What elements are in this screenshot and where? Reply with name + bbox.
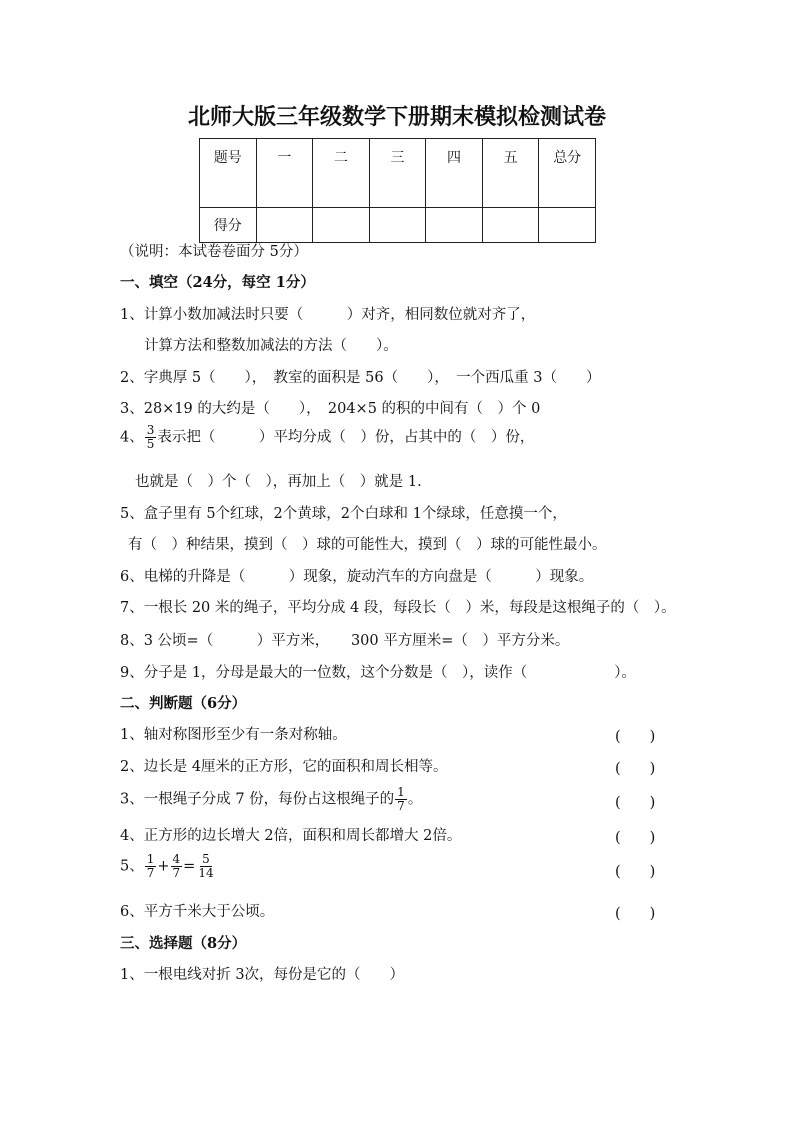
score-cell: 三 [369,139,426,208]
question-end: 。 [407,791,423,808]
judgment-item: 2、边长是 4厘米的正方形，它的面积和周长相等。 [120,759,448,775]
score-entry-cell[interactable] [482,208,539,243]
fraction-denominator: 5 [146,437,155,451]
fraction-denominator: 14 [198,866,214,880]
question-text: 5、盒子里有 5个红球，2个黄球，2个白球和 1个绿球，任意摸一个， [120,506,567,522]
score-entry-cell[interactable] [369,208,426,243]
answer-parentheses[interactable]: ( ) [615,761,656,777]
answer-parentheses[interactable]: ( ) [615,864,656,880]
score-cell: 五 [482,139,539,208]
fraction-denominator: 7 [397,799,405,813]
page-title: 北师大版三年级数学下册期末模拟检测试卷 [187,104,606,130]
question-text: 计算方法和整数加减法的方法（ ）。 [144,338,398,354]
score-cell: 二 [313,139,370,208]
question-text: 1、计算小数加减法时只要（ ）对齐，相同数位就对齐了， [120,307,536,323]
section-heading: 三、选择题（8分） [120,935,247,952]
fraction [395,786,407,813]
judgment-item: 4、正方形的边长增大 2倍，面积和周长都增大 2倍。 [120,828,462,844]
question-text: 7、一根长 20 米的绳子，平均分成 4 段，每段长（ ）米，每段是这根绳子的（ ）。 [120,600,676,616]
answer-parentheses[interactable]: ( ) [615,795,656,811]
question-number: 5、 [120,858,144,875]
question-text: 2、字典厚 5（ ）， 教室的面积是 56（ ）， 一个西瓜重 3（ ） [120,370,601,386]
score-entry-cell[interactable] [256,208,313,243]
score-table-score-row [200,208,596,243]
score-entry-cell[interactable] [426,208,483,243]
answer-parentheses[interactable]: ( ) [615,906,656,922]
fraction-numerator: 1 [146,852,155,866]
fraction [196,853,215,880]
question-body: 3、一根绳子分成 7 份，每份占这根绳子的 [120,791,395,808]
fraction-numerator: 3 [146,423,155,437]
score-cell: 得分 [200,208,257,243]
score-cell: 总分 [539,139,596,208]
question-text: 3、28×19 的大约是（ ）， 204×5 的积的中间有（ ）个 0 [120,401,541,417]
question-text: 有（ ）种结果，摸到（ ）球的可能性大，摸到（ ）球的可能性最小。 [128,537,607,553]
fraction [145,424,157,451]
question-text: 6、电梯的升降是（ ）现象，旋动汽车的方向盘是（ ）现象。 [120,569,594,585]
fraction-denominator: 7 [172,866,181,880]
question-text: 1、一根电线对折 3次，每份是它的（ ） [120,967,405,983]
plus-sign: + [157,858,170,875]
answer-parentheses[interactable]: ( ) [615,830,656,846]
question-number: 4、 [120,429,144,446]
score-entry-cell[interactable] [539,208,596,243]
fraction-numerator: 1 [397,785,405,799]
question-text: 也就是（ ）个（ ），再加上（ ）就是 1. [135,474,422,490]
score-cell: 题号 [200,139,257,208]
section-heading: 一、填空（24分，每空 1分） [120,274,315,291]
question-text: 8、3 公顷=（ ）平方米， 300 平方厘米=（ ）平方分米。 [120,633,570,649]
answer-parentheses[interactable]: ( ) [615,729,656,745]
question-text: 9、分子是 1，分母是最大的一位数，这个分数是（ ），读作（ ）。 [120,665,637,681]
fraction [171,853,183,880]
fraction-denominator: 7 [146,866,155,880]
score-entry-cell[interactable] [313,208,370,243]
question-body: 表示把（ ）平均分成（ ）份，占其中的（ ）份， [157,429,535,446]
score-cell: 四 [426,139,483,208]
score-cell: 一 [256,139,313,208]
score-table [199,138,596,243]
exam-note: （说明：本试卷卷面分 5分） [120,244,308,260]
question-text [120,424,534,451]
score-table-header-row [200,139,596,208]
section-heading: 二、判断题（6分） [120,695,247,712]
judgment-item: 1、轴对称图形至少有一条对称轴。 [120,727,347,743]
judgment-item [120,853,217,880]
fraction-numerator: 5 [202,852,210,866]
equals-sign: = [183,858,196,875]
judgment-item: 6、平方千米大于公顷。 [120,904,275,920]
fraction-numerator: 4 [172,852,181,866]
judgment-item [120,786,422,813]
fraction [145,853,157,880]
